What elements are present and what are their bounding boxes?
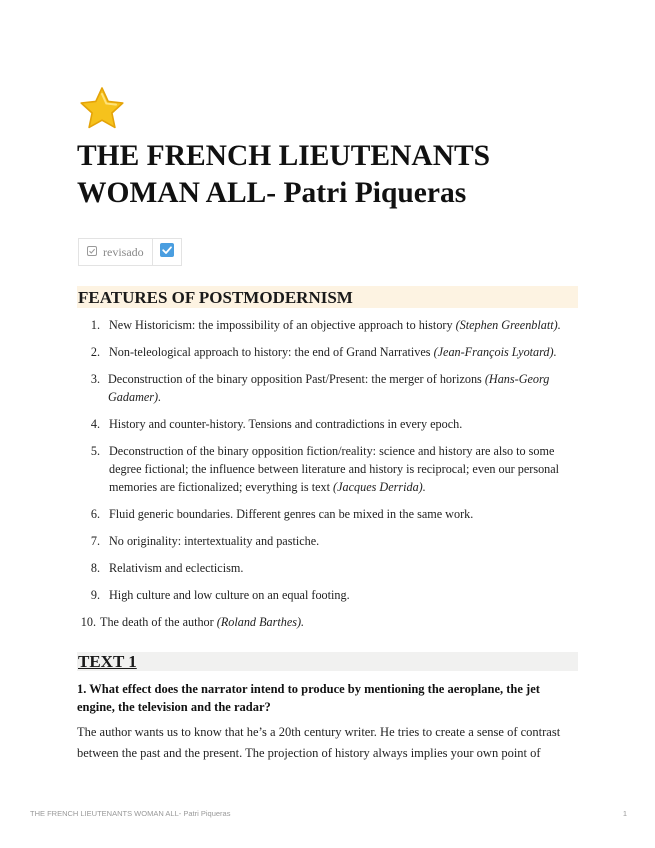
- list-item-body: [101, 343, 579, 361]
- checked-checkbox-icon[interactable]: [160, 243, 174, 262]
- property-value-cell[interactable]: [152, 239, 181, 265]
- list-item-body: [101, 532, 579, 550]
- list-item-number: 6.: [90, 507, 100, 521]
- list-item-body: [101, 442, 579, 496]
- list-item: [77, 532, 579, 550]
- list-item-body: [101, 505, 579, 523]
- property-name-cell[interactable]: [79, 239, 152, 265]
- features-list: [77, 316, 579, 631]
- list-item: [77, 370, 579, 406]
- list-item-number: 1.: [90, 318, 100, 332]
- list-item-text: Fluid generic boundaries. Different genres can be mixed in the same work.: [109, 507, 474, 521]
- question-text: 1. What effect does the narrator intend to produce by mentioning the aeroplane, the jet engine, the television and the radar?: [77, 682, 540, 714]
- list-item-text: The death of the author: [100, 615, 217, 629]
- list-item-number: 5.: [90, 444, 100, 458]
- list-item-number: 8.: [90, 561, 100, 575]
- page-number: 1: [622, 809, 627, 818]
- list-item-number: 10.: [80, 615, 96, 629]
- list-item-text: Non-teleological approach to history: the end of Grand Narratives: [109, 345, 434, 359]
- list-item-text: No originality: intertextuality and pastiche.: [109, 534, 320, 548]
- list-item-number: 4.: [90, 417, 100, 431]
- page-title: THE FRENCH LIEUTENANTS WOMAN ALL- Patri Piqueras: [77, 140, 491, 209]
- list-item-text: Deconstruction of the binary opposition Past/Present: the merger of horizons: [108, 372, 485, 386]
- list-item: [77, 442, 579, 496]
- checkbox-property-icon: [87, 243, 97, 261]
- list-item-citation: (Stephen Greenblatt).: [455, 318, 561, 332]
- list-item-body: [101, 316, 579, 334]
- list-item-number: 9.: [90, 588, 100, 602]
- list-item-citation: (Hans-Georg Gadamer).: [108, 372, 550, 404]
- footer-title: THE FRENCH LIEUTENANTS WOMAN ALL- Patri Piqueras: [30, 809, 231, 818]
- list-item-text: Relativism and eclecticism.: [109, 561, 244, 575]
- list-item: [77, 586, 579, 604]
- page-properties: [78, 238, 182, 266]
- list-item-body: [101, 415, 579, 433]
- list-item-text: High culture and low culture on an equal footing.: [109, 588, 350, 602]
- list-item-body: [97, 613, 579, 631]
- list-item: [77, 316, 579, 334]
- list-item: [77, 559, 579, 577]
- list-item-body: [101, 559, 579, 577]
- list-item-body: [101, 586, 579, 604]
- list-item: [77, 505, 579, 523]
- list-item-number: 2.: [90, 345, 100, 359]
- list-item-text: New Historicism: the impossibility of an objective approach to history: [109, 318, 456, 332]
- list-item-body: [101, 370, 579, 406]
- text1-heading: TEXT 1: [77, 652, 578, 671]
- list-item-citation: (Jean-François Lyotard).: [433, 345, 557, 359]
- star-icon: [79, 86, 125, 130]
- features-heading: FEATURES OF POSTMODERNISM: [77, 286, 578, 308]
- list-item: [77, 613, 579, 631]
- list-item: [77, 415, 579, 433]
- list-item: [77, 343, 579, 361]
- list-item-number: 3.: [90, 372, 100, 386]
- list-item-text: Deconstruction of the binary opposition fiction/reality: science and history are also to some degree fictional; the influence between literature and history is reciprocal; even our personal memories are fictionalized; everything is text: [109, 444, 560, 494]
- list-item-text: History and counter-history. Tensions and contradictions in every epoch.: [109, 417, 463, 431]
- list-item-citation: (Jacques Derrida).: [333, 480, 426, 494]
- list-item-number: 7.: [90, 534, 100, 548]
- list-item-citation: (Roland Barthes).: [216, 615, 305, 629]
- property-name: revisado: [103, 244, 144, 259]
- answer-text: The author wants us to know that he’s a 20th century writer. He tries to create a sense of contrast between the past and the present. The projection of history always implies your own point of: [77, 725, 561, 760]
